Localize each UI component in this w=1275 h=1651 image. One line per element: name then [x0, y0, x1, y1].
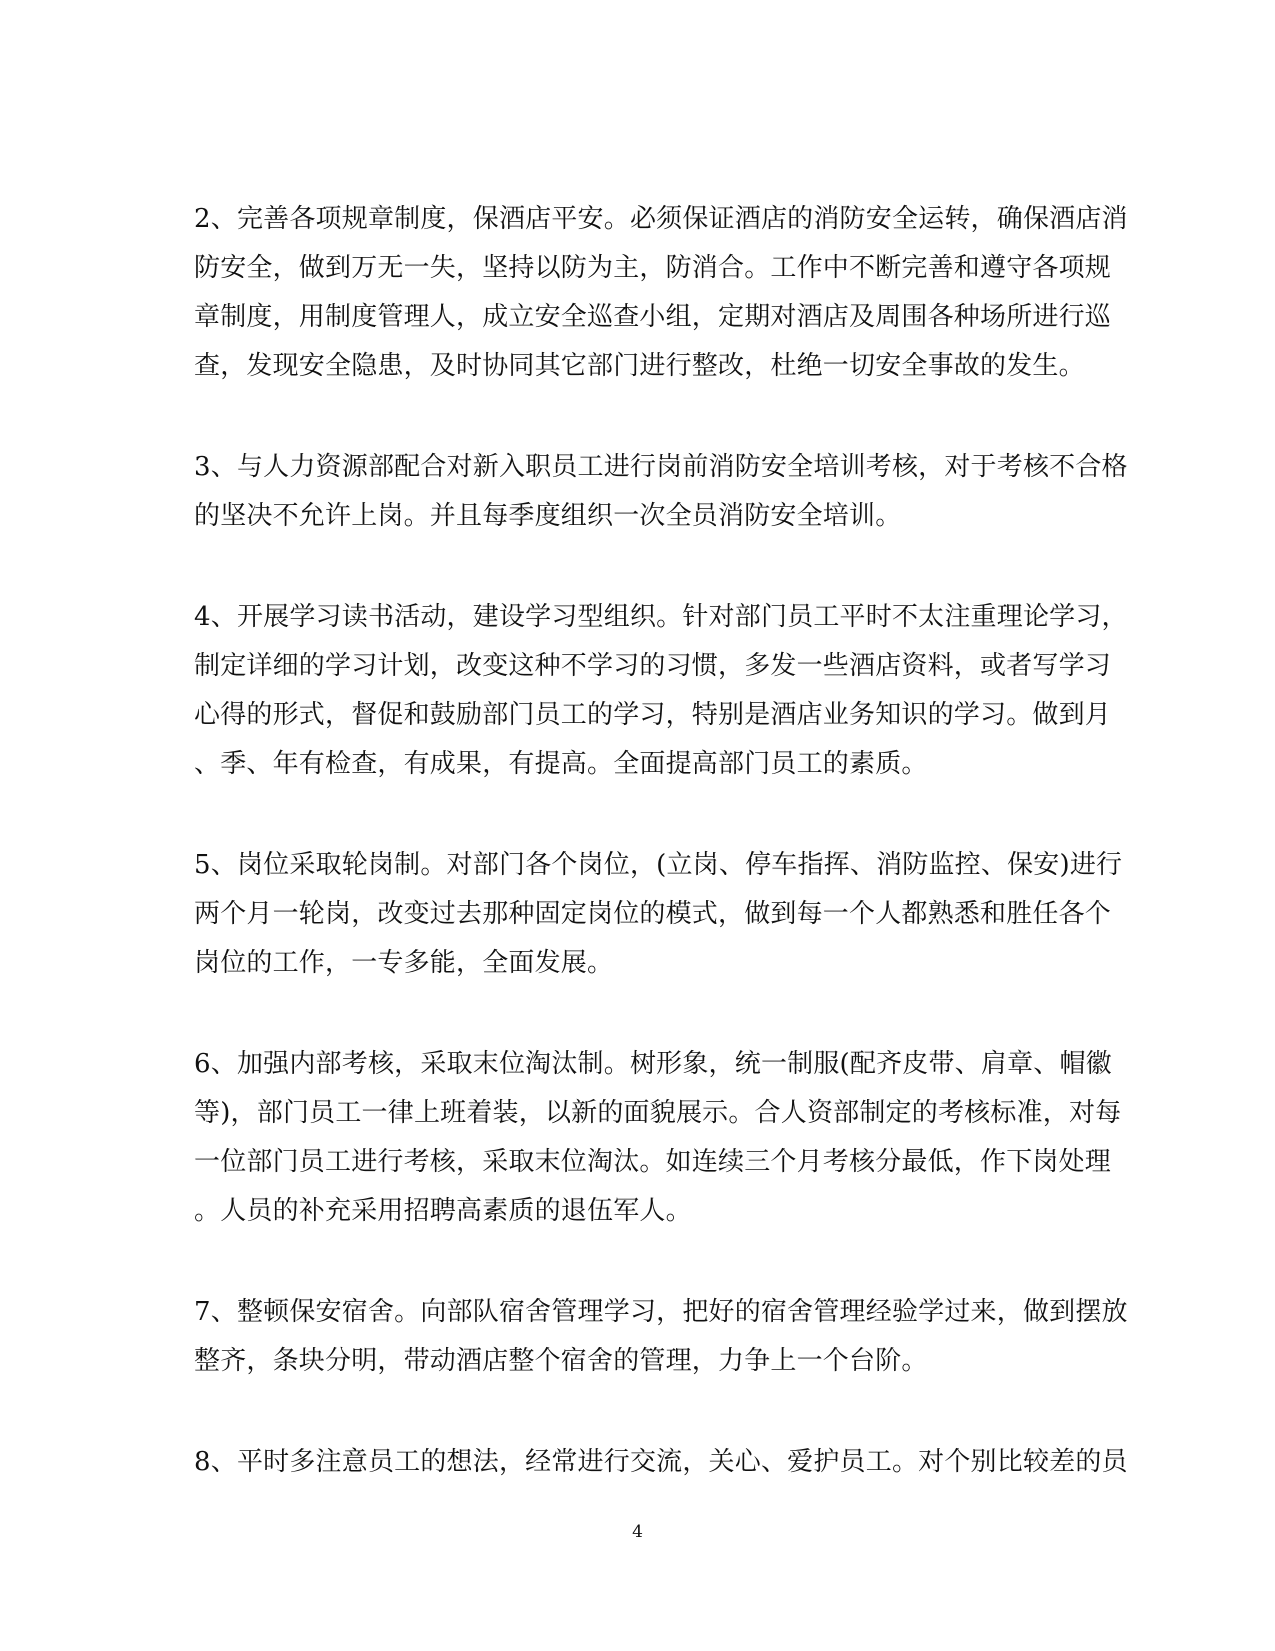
- paragraph-line: 2、完善各项规章制度，保酒店平安。必须保证酒店的消防安全运转，确保酒店消: [194, 204, 1128, 234]
- document-body: [194, 195, 1128, 1539]
- page-number: 4: [632, 1522, 643, 1542]
- paragraph-line: 8、平时多注意员工的想法，经常进行交流，关心、爱护员工。对个别比较差的员: [194, 1447, 1128, 1477]
- paragraph-line: 。人员的补充采用招聘高素质的退伍军人。: [194, 1196, 692, 1226]
- paragraph-line: 5、岗位采取轮岗制。对部门各个岗位，(立岗、停车指挥、消防监控、保安)进行: [194, 850, 1123, 880]
- paragraph-line: 、季、年有检查，有成果，有提高。全面提高部门员工的素质。: [194, 749, 928, 779]
- paragraph-line: 防安全，做到万无一失，坚持以防为主，防消合。工作中不断完善和遵守各项规: [194, 253, 1112, 283]
- paragraph: [194, 1438, 1128, 1487]
- paragraph-line: 章制度，用制度管理人，成立安全巡查小组，定期对酒店及周围各种场所进行巡: [194, 302, 1112, 332]
- paragraph-line: 7、整顿保安宿舍。向部队宿舍管理学习，把好的宿舍管理经验学过来，做到摆放: [194, 1297, 1128, 1327]
- paragraph-line: 心得的形式，督促和鼓励部门员工的学习，特别是酒店业务知识的学习。做到月: [194, 700, 1112, 730]
- paragraph: [194, 841, 1123, 988]
- paragraph-line: 6、加强内部考核，采取末位淘汰制。树形象，统一制服(配齐皮带、肩章、帽徽: [194, 1049, 1112, 1079]
- paragraph-line: 查，发现安全隐患，及时协同其它部门进行整改，杜绝一切安全事故的发生。: [194, 351, 1085, 381]
- paragraph: [194, 195, 1128, 391]
- paragraph: [194, 593, 1128, 789]
- paragraph-line: 岗位的工作，一专多能，全面发展。: [194, 948, 614, 978]
- paragraph: [194, 443, 1128, 541]
- paragraph-line: 4、开展学习读书活动，建设学习型组织。针对部门员工平时不太注重理论学习，: [194, 602, 1128, 632]
- paragraph-line: 一位部门员工进行考核，采取末位淘汰。如连续三个月考核分最低，作下岗处理: [194, 1147, 1112, 1177]
- paragraph-line: 制定详细的学习计划，改变这种不学习的习惯，多发一些酒店资料，或者写学习: [194, 651, 1112, 681]
- paragraph-line: 整齐，条块分明，带动酒店整个宿舍的管理，力争上一个台阶。: [194, 1346, 928, 1376]
- paragraph-line: 等)，部门员工一律上班着装，以新的面貌展示。合人资部制定的考核标准，对每: [194, 1098, 1122, 1128]
- paragraph-line: 的坚决不允许上岗。并且每季度组织一次全员消防安全培训。: [194, 501, 902, 531]
- paragraph-line: 两个月一轮岗，改变过去那种固定岗位的模式，做到每一个人都熟悉和胜任各个: [194, 899, 1112, 929]
- paragraph: [194, 1040, 1122, 1236]
- paragraph-line: 3、与人力资源部配合对新入职员工进行岗前消防安全培训考核，对于考核不合格: [194, 452, 1128, 482]
- paragraph: [194, 1288, 1128, 1386]
